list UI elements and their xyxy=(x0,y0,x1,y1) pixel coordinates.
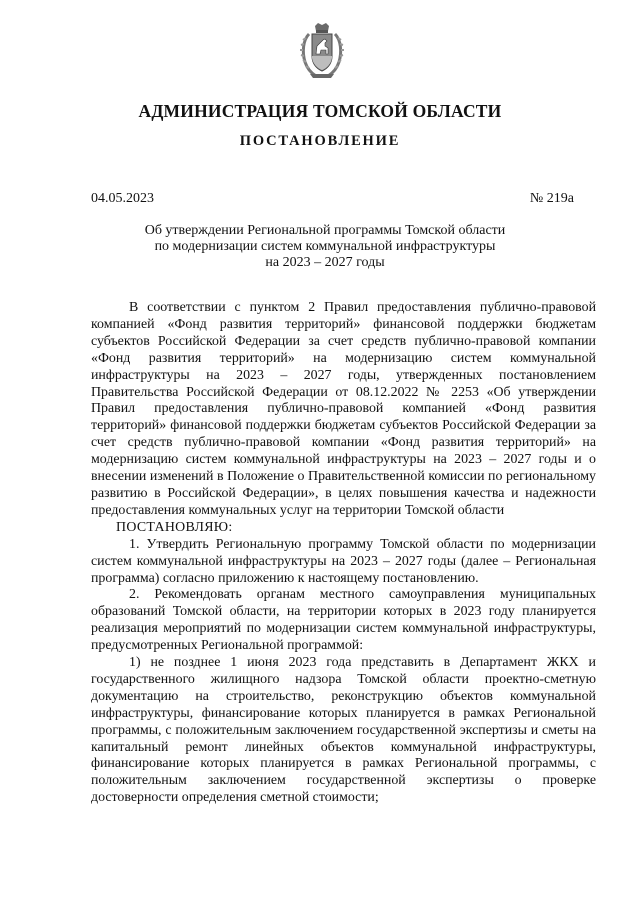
decree-heading: ПОСТАНОВЛЯЮ: xyxy=(116,519,233,535)
document-type: ПОСТАНОВЛЕНИЕ xyxy=(239,133,401,149)
tomsk-coat-of-arms-icon xyxy=(300,22,344,80)
document-subject xyxy=(120,223,530,271)
item-2-1-paragraph: 1) не позднее 1 июня 2023 года представить в Департамент ЖКХ и государственного жилищного надзора Томской области проектно-сметную документацию на строительство, реконструкцию объектов коммунальной инфраструктуры, финансирование которых планируется в рамках Региональной программы, с положительным заключением государственной экспертизы и сметы на капитальный ремонт линейных объектов коммунальной инфраструктуры, финансирование которых планируется в рамках Региональной программы, с положительным заключением государственной экспертизы о проверке достоверности определения сметной стоимости; xyxy=(91,655,596,806)
subject-line: Об утверждении Региональной программы Томской области xyxy=(144,223,506,238)
document-number: № 219а xyxy=(529,191,574,206)
item-1-paragraph: 1. Утвердить Региональную программу Томской области по модернизации систем коммунальной инфраструктуры на 2023 – 2027 годы (далее – Региональная программа) согласно приложению к настоящему постановлению. xyxy=(91,536,596,586)
subject-line: на 2023 – 2027 годы xyxy=(265,255,385,270)
subject-line: по модернизации систем коммунальной инфраструктуры xyxy=(154,239,496,254)
preamble-paragraph: В соответствии с пунктом 2 Правил предоставления публично-правовой компанией «Фонд развития территорий» финансовой поддержки бюджетам субъектов Российской Федерации за счет средств публично-правовой компании «Фонд развития территорий» на модернизацию систем коммунальной инфраструктуры на 2023 – 2027 годы, утвержденных постановлением Правительства Российской Федерации от 08.12.2022 № 2253 «Об утверждении Правил предоставления публично-правовой компанией «Фонд развития территорий» финансовой поддержки бюджетам субъектов Российской Федерации за счет средств публично-правовой компании «Фонд развития территорий» на модернизацию систем коммунальной инфраструктуры на 2023 – 2027 годы и о внесении изменений в Положение о Правительственной комиссии по региональному развитию в Российской Федерации», в целях повышения качества и надежности предоставления коммунальных услуг на территории Томской области xyxy=(91,300,596,518)
document-body xyxy=(91,300,596,807)
item-2-paragraph: 2. Рекомендовать органам местного самоуправления муниципальных образований Томской области, на территории которых в 2023 году планируется реализация мероприятий по модернизации систем коммунальной инфраструктуры, предусмотренных Региональной программой: xyxy=(91,587,596,654)
organization-title: АДМИНИСТРАЦИЯ ТОМСКОЙ ОБЛАСТИ xyxy=(138,101,502,121)
document-date: 04.05.2023 xyxy=(91,191,154,206)
